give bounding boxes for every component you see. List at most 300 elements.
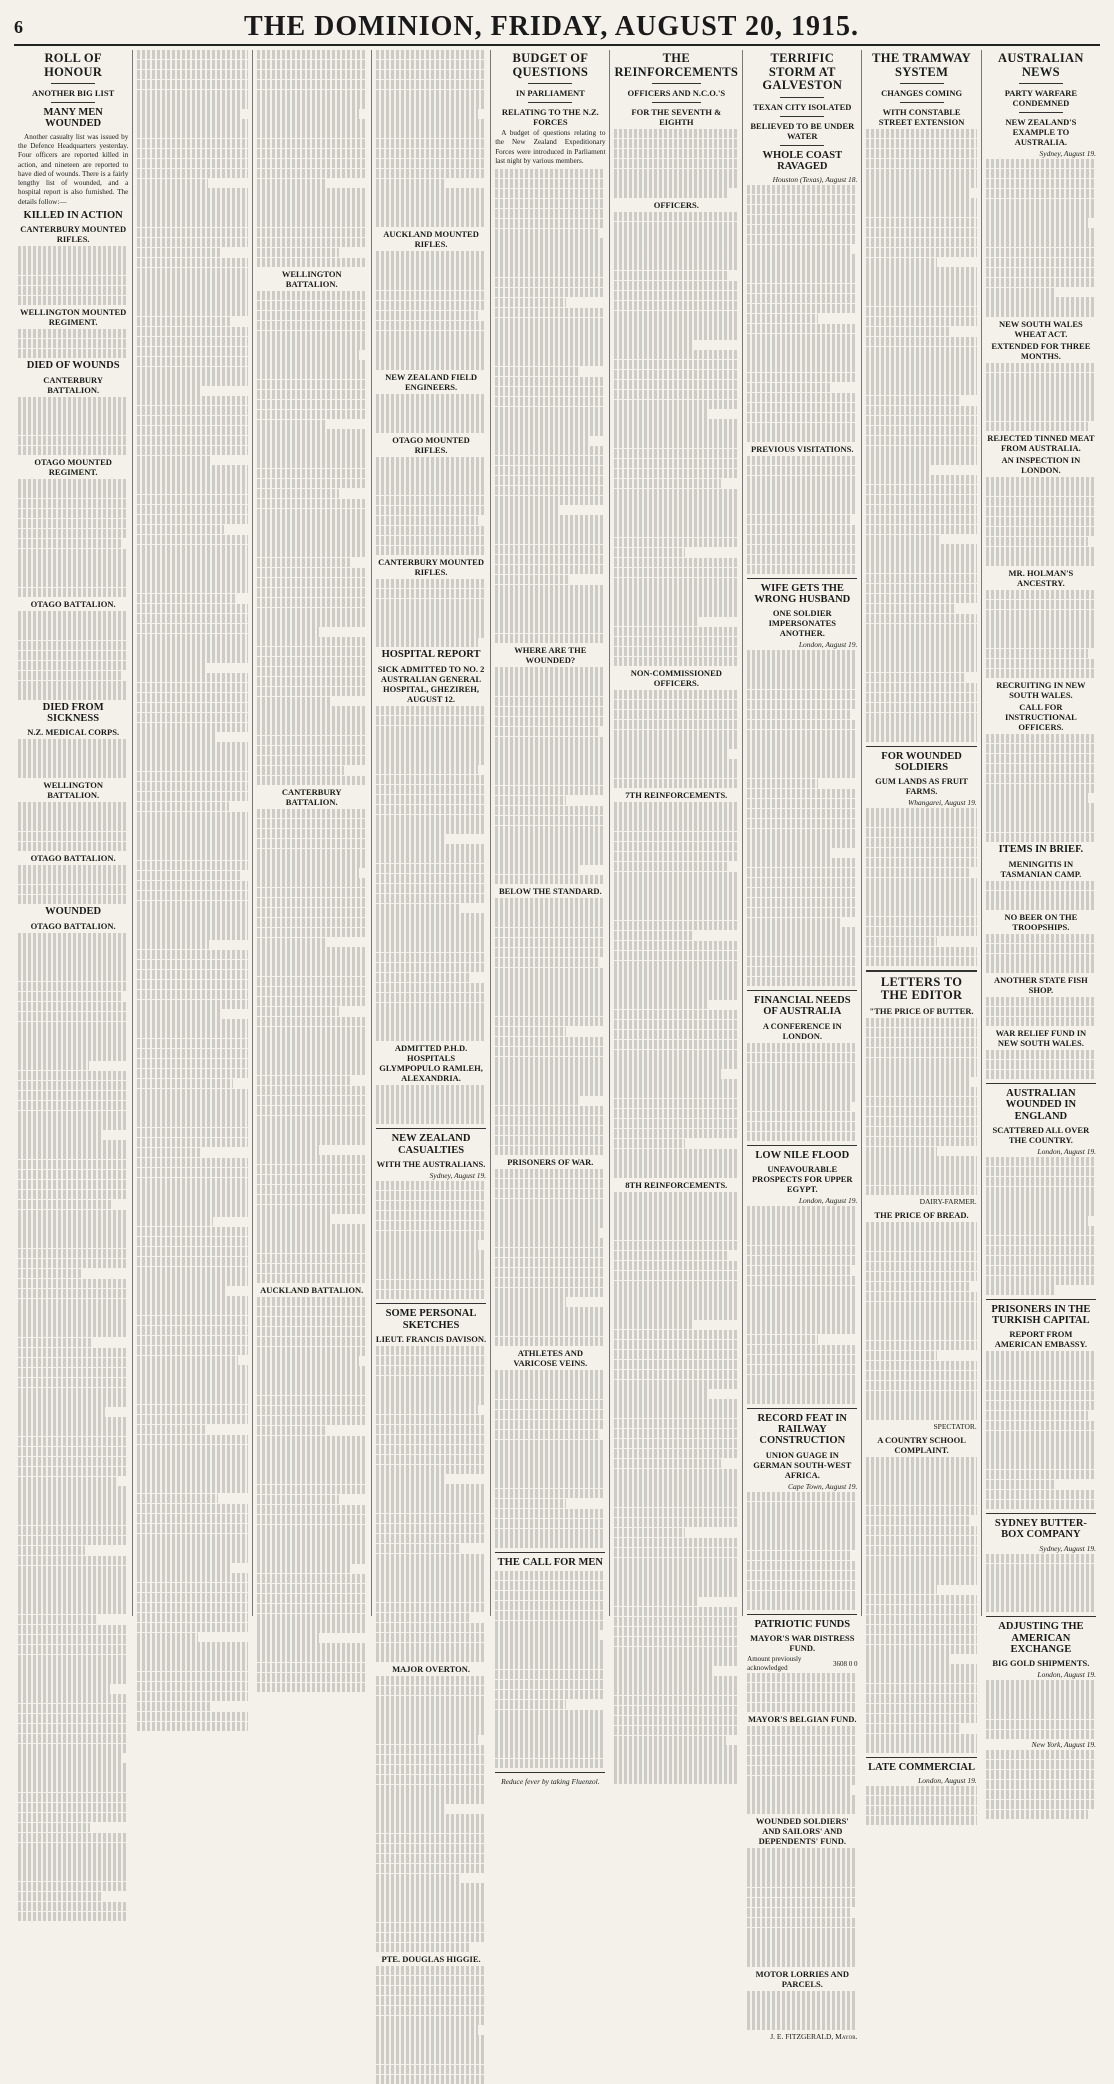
text-line: [747, 334, 857, 343]
text-line: [986, 1060, 1096, 1069]
text-line: [376, 2065, 486, 2074]
text-line: [986, 537, 1089, 546]
text-line: [747, 977, 857, 986]
text-line: [257, 1356, 360, 1365]
text-line: [866, 1038, 976, 1047]
text-line: [614, 1360, 738, 1369]
list-block: [747, 1848, 857, 1966]
text-line: [747, 1746, 857, 1755]
text-line: [614, 508, 738, 517]
text-line: [986, 1710, 1096, 1719]
nz-casualties-dateline: Sydney, August 19.: [429, 1171, 487, 1181]
divider: [900, 83, 944, 84]
text-line: [495, 1509, 605, 1518]
low-nile-dateline: London, August 19.: [798, 1196, 858, 1206]
text-line: [747, 505, 857, 514]
text-line: [257, 1495, 340, 1504]
text-line: [18, 759, 128, 768]
text-line: [376, 1366, 486, 1375]
text-line: [18, 1407, 105, 1416]
text-line: [376, 745, 486, 754]
text-line: [137, 1316, 247, 1325]
text-line: [614, 1139, 684, 1148]
text-line: [495, 1410, 605, 1419]
text-line: [376, 1435, 486, 1444]
text-line: [986, 754, 1096, 763]
text-line: [137, 772, 247, 781]
text-line: [866, 515, 976, 524]
text-line: [376, 1643, 486, 1652]
text-line: [137, 238, 247, 247]
text-line: [18, 329, 128, 338]
text-line: [257, 1534, 367, 1543]
text-line: [18, 397, 128, 406]
text-line: [614, 739, 738, 748]
text-line: [986, 734, 1096, 743]
divider: [652, 102, 701, 103]
text-line: [614, 429, 738, 438]
state-fish-shop-heading: ANOTHER STATE FISH SHOP.: [994, 974, 1088, 995]
text-line: [257, 1426, 328, 1435]
text-line: [614, 597, 738, 606]
text-line: [376, 1504, 486, 1513]
text-line: [614, 390, 738, 399]
text-line: [866, 574, 976, 583]
text-line: [986, 487, 1096, 496]
text-line: [614, 231, 738, 240]
text-line: [137, 742, 247, 751]
text-line: [18, 1763, 128, 1772]
text-line: [747, 898, 857, 907]
exchange-dateline: London, August 19.: [1037, 1670, 1097, 1680]
text-line: [495, 1086, 605, 1095]
text-line: [614, 129, 738, 138]
text-line: [614, 1119, 738, 1128]
text-line: [495, 968, 605, 977]
text-line: [257, 1465, 367, 1474]
text-line: [18, 895, 128, 904]
text-line: [137, 406, 247, 415]
text-line: [747, 274, 857, 283]
text-line: [866, 1321, 976, 1330]
text-line: [614, 1409, 738, 1418]
article-body-block: [986, 1750, 1096, 1819]
text-line: [986, 412, 1096, 421]
text-line: [747, 535, 857, 544]
text-line: [614, 1370, 738, 1379]
text-line: [376, 331, 486, 340]
text-line: [376, 1676, 486, 1685]
text-line: [18, 812, 128, 821]
text-line: [495, 634, 605, 643]
text-line: [257, 1604, 367, 1613]
text-line: [495, 1449, 605, 1458]
text-line: [747, 235, 857, 244]
text-line: [495, 347, 605, 356]
text-line: [747, 1766, 857, 1775]
text-line: [747, 937, 857, 946]
text-line: [614, 1330, 738, 1339]
text-line: [866, 927, 976, 936]
text-line: [614, 1089, 738, 1098]
australian-wounded-headline: AUSTRALIAN WOUNDED IN ENGLAND: [1005, 1087, 1077, 1122]
text-line: [495, 1146, 605, 1155]
text-line: [18, 1595, 128, 1604]
text-line: [986, 1266, 1096, 1275]
text-line: [137, 1504, 247, 1513]
text-line: [614, 1320, 693, 1329]
text-line: [747, 383, 830, 392]
text-line: [137, 732, 216, 741]
text-line: [747, 1122, 857, 1131]
text-line: [495, 918, 605, 927]
text-line: [986, 833, 1096, 842]
text-line: [747, 545, 857, 554]
text-line: [866, 386, 976, 395]
text-line: [747, 1991, 857, 2000]
text-line: [986, 1236, 1096, 1245]
divider: [1019, 83, 1063, 84]
text-line: [137, 1573, 247, 1582]
eighth-reinforcements-heading: 8TH REINFORCEMENTS.: [625, 1179, 728, 1190]
text-line: [495, 855, 605, 864]
text-line: [614, 1716, 738, 1725]
text-line: [866, 614, 976, 623]
text-line: [866, 818, 976, 827]
text-line: [747, 1043, 857, 1052]
text-line: [18, 1477, 117, 1486]
text-line: [376, 99, 486, 108]
text-line: [18, 1823, 90, 1832]
text-line: [747, 1236, 857, 1245]
text-line: [866, 436, 976, 445]
text-line: [866, 1048, 976, 1057]
text-line: [747, 1394, 857, 1403]
war-relief-nsw-heading: WAR RELIEF FUND IN NEW SOUTH WALES.: [995, 1027, 1087, 1048]
gum-lands-dateline: Whangarei, August 19.: [907, 798, 977, 808]
text-line: [18, 1516, 128, 1525]
article-body-block: [376, 1676, 486, 1952]
text-line: [495, 397, 605, 406]
text-line: [866, 1684, 976, 1693]
text-line: [257, 1574, 367, 1583]
text-line: [257, 1185, 367, 1194]
text-line: [376, 1395, 486, 1404]
text-line: [495, 1430, 598, 1439]
text-line: [747, 660, 857, 669]
text-line: [18, 1081, 128, 1090]
text-line: [257, 687, 367, 696]
text-line: [137, 426, 247, 435]
text-line: [376, 923, 486, 932]
text-line: [257, 238, 367, 247]
text-line: [866, 1816, 976, 1825]
text-line: [866, 693, 976, 702]
text-line: [866, 1615, 976, 1624]
text-line: [257, 1436, 367, 1445]
text-line: [257, 528, 367, 537]
text-line: [495, 938, 605, 947]
text-line: [257, 1155, 367, 1164]
text-line: [747, 515, 850, 524]
text-line: [376, 1385, 486, 1394]
under-water-subhead: BELIEVED TO BE UNDER WATER: [750, 120, 855, 141]
text-line: [866, 1166, 976, 1175]
text-line: [986, 278, 1096, 287]
text-line: [18, 1645, 128, 1654]
text-line: [257, 1327, 367, 1336]
text-line: [866, 1371, 976, 1380]
text-line: [614, 1030, 738, 1039]
text-line: [614, 479, 720, 488]
text-line: [376, 973, 471, 982]
nz-casualties-heading: NEW ZEALAND CASUALTIES: [391, 1133, 471, 1156]
text-line: [376, 1834, 486, 1843]
text-line: [866, 1176, 976, 1185]
text-line: [257, 1505, 367, 1514]
divider: [780, 116, 824, 117]
text-line: [376, 1280, 486, 1289]
text-line: [614, 350, 738, 359]
text-line: [866, 1674, 976, 1683]
text-line: [614, 1528, 684, 1537]
text-line: [257, 1096, 367, 1105]
text-line: [18, 1843, 128, 1852]
text-line: [986, 1800, 1096, 1809]
text-line: [747, 1693, 857, 1702]
text-line: [747, 957, 857, 966]
financial-needs-subhead: A CONFERENCE IN LONDON.: [762, 1020, 842, 1041]
text-line: [747, 1315, 857, 1324]
another-big-list-subhead: ANOTHER BIG LIST: [32, 88, 115, 98]
text-line: [376, 1544, 459, 1553]
text-line: [495, 357, 605, 366]
text-line: [495, 298, 566, 307]
text-line: [137, 614, 247, 623]
text-line: [376, 1996, 486, 2005]
text-line: [866, 149, 976, 158]
text-line: [257, 208, 367, 217]
text-line: [614, 320, 738, 329]
text-line: [986, 954, 1096, 963]
text-line: [257, 489, 340, 498]
text-line: [614, 1129, 738, 1138]
text-line: [614, 241, 738, 250]
text-line: [986, 619, 1096, 628]
article-body-block: [495, 1169, 605, 1346]
text-line: [747, 888, 857, 897]
wrong-husband-dateline: London, August 19.: [798, 640, 858, 650]
text-line: [614, 1666, 712, 1675]
text-line: [257, 1224, 367, 1233]
text-line: [986, 891, 1096, 900]
text-line: [376, 340, 486, 349]
text-line: [18, 426, 128, 435]
text-line: [137, 139, 247, 148]
text-line: [866, 1137, 976, 1146]
text-line: [376, 261, 486, 270]
text-line: [137, 396, 247, 405]
text-line: [495, 248, 605, 257]
text-line: [376, 119, 486, 128]
text-line: [137, 1712, 247, 1721]
text-line: [18, 671, 121, 680]
text-line: [614, 1449, 738, 1458]
rejected-meat-heading: REJECTED TINNED MEAT FROM AUSTRALIA.: [987, 433, 1095, 454]
text-line: [495, 169, 605, 178]
text-line: [257, 1337, 367, 1346]
text-line: [866, 1575, 976, 1584]
text-line: [866, 1714, 976, 1723]
text-line: [18, 1724, 128, 1733]
text-line: [866, 947, 976, 956]
text-line: [747, 363, 857, 372]
text-line: [614, 489, 738, 498]
text-line: [747, 848, 830, 857]
text-line: [376, 1705, 486, 1714]
text-line: [986, 997, 1096, 1006]
hospital-list-block: [376, 706, 486, 1042]
list-block: [614, 802, 738, 1177]
text-line: [866, 1605, 976, 1614]
text-line: [495, 367, 578, 376]
text-line: [747, 1365, 857, 1374]
text-line: [614, 1558, 738, 1567]
text-line: [866, 139, 976, 148]
text-line: [376, 805, 486, 814]
text-line: [614, 931, 693, 940]
text-line: [257, 839, 367, 848]
text-line: [18, 568, 128, 577]
casualty-list-block: [376, 394, 486, 433]
text-line: [137, 1484, 247, 1493]
text-line: [257, 439, 367, 448]
text-line: [137, 594, 236, 603]
text-line: [376, 706, 486, 715]
text-line: [257, 258, 367, 267]
text-line: [986, 659, 1096, 668]
text-line: [986, 1157, 1096, 1166]
text-line: [986, 1490, 1096, 1499]
text-line: [257, 706, 367, 715]
railway-dateline: Cape Town, August 19.: [788, 1481, 858, 1491]
text-line: [747, 799, 857, 808]
text-line: [495, 1459, 605, 1468]
text-line: [18, 1773, 128, 1782]
text-line: [137, 535, 247, 544]
text-line: [495, 796, 566, 805]
text-line: [137, 1385, 247, 1394]
roll-of-honour-headline: ROLL OF HONOUR: [44, 51, 103, 79]
text-line: [986, 1750, 1096, 1759]
text-line: [614, 1211, 738, 1220]
text-line: [137, 347, 247, 356]
text-line: [257, 1307, 367, 1316]
text-line: [376, 884, 486, 893]
text-line: [614, 212, 738, 221]
text-line: [137, 762, 247, 771]
text-line: [257, 938, 328, 947]
text-line: [986, 1780, 1096, 1789]
text-line: [747, 1947, 857, 1956]
ncos-heading: NON-COMMISSIONED OFFICERS.: [630, 668, 722, 689]
text-line: [747, 1581, 857, 1590]
text-line: [614, 891, 738, 900]
text-line: [376, 179, 447, 188]
text-line: [18, 661, 128, 670]
text-line: [376, 983, 486, 992]
text-line: [376, 599, 486, 608]
text-line: [614, 1488, 738, 1497]
text-line: [18, 1180, 128, 1189]
railway-record-subhead: UNION GUAGE IN GERMAN SOUTH-WEST AFRICA.: [753, 1449, 852, 1480]
text-line: [986, 1500, 1096, 1509]
text-line: [747, 1703, 857, 1712]
text-line: [866, 337, 976, 346]
text-line: [866, 277, 976, 286]
text-line: [747, 1502, 857, 1511]
text-line: [866, 683, 976, 692]
text-line: [495, 928, 605, 937]
text-line: [257, 1663, 367, 1672]
text-line: [257, 538, 367, 547]
text-line: [376, 1735, 479, 1744]
mayors-war-distress-heading: MAYOR'S WAR DISTRESS FUND.: [750, 1633, 855, 1654]
text-line: [614, 832, 738, 841]
text-line: [137, 980, 247, 989]
text-line: [614, 941, 738, 950]
text-line: [614, 802, 738, 811]
text-line: [747, 525, 857, 534]
text-line: [257, 1135, 367, 1144]
text-line: [747, 809, 857, 818]
text-line: [376, 1563, 486, 1572]
wrong-husband-headline: WIFE GETS THE WRONG HUSBAND: [754, 582, 851, 606]
text-line: [257, 1254, 367, 1263]
text-line: [614, 1251, 729, 1260]
text-line: [747, 710, 850, 719]
text-line: [747, 1795, 857, 1804]
text-line: [376, 943, 486, 952]
text-line: [18, 1684, 110, 1693]
text-line: [747, 205, 857, 214]
text-line: [866, 1664, 976, 1673]
text-line: [614, 518, 738, 527]
text-line: [986, 963, 1096, 972]
text-line: [257, 301, 367, 310]
text-line: [376, 1725, 486, 1734]
seventh-reinforcements-heading: 7TH REINFORCEMENTS.: [625, 790, 728, 801]
text-line: [18, 1259, 128, 1268]
text-line: [257, 608, 367, 617]
text-line: [866, 1486, 976, 1495]
text-line: [495, 997, 605, 1006]
article-body-block: [747, 1043, 857, 1141]
text-line: [376, 1181, 486, 1190]
text-line: [747, 1600, 857, 1609]
text-line: [614, 498, 738, 507]
divider: [986, 1513, 1096, 1514]
letters-to-editor-headline: LETTERS TO THE EDITOR: [880, 974, 963, 1003]
text-line: [376, 953, 486, 962]
text-line: [18, 339, 128, 348]
text-line: [257, 321, 367, 330]
text-line: [614, 1508, 738, 1517]
text-line: [986, 1007, 1096, 1016]
text-line: [18, 246, 128, 255]
text-line: [257, 429, 367, 438]
text-line: [257, 726, 367, 735]
